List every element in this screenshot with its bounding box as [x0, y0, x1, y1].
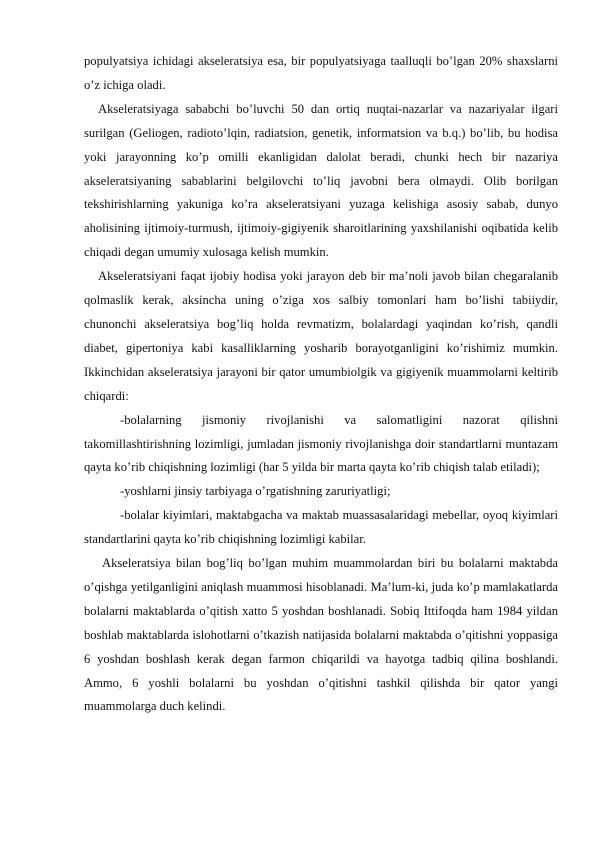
list-item-clothing-standards: -bolalar kiyimlari, maktabgacha va maktab muassasalaridagi mebellar, oyoq kiyimlari standartlarini qayta ko’rib chiqishning lozimligi kabilar.	[84, 508, 558, 547]
list-item-sex-education: -yoshlarni jinsiy tarbiyaga o’rgatishning zaruriyatligi;	[120, 484, 391, 499]
list-item-physical-development: -bolalarning jismoniy rivojlanishi va salomatligini nazorat qilishni takomillashtirishning lozimligi, jumladan jismoniy rivojlanishga doir standartlarni muntazam qayta ko’rib chiqishning lozimligi (har 5 yilda bir marta qayta ko’rib chiqish talab etiladi);	[84, 412, 558, 475]
document-page	[84, 50, 558, 719]
paragraph-school-readiness: Akseleratsiya bilan bog’liq bo’lgan muhim muammolardan biri bu bolalarni maktabda o’qishga yetilganligini aniqlash muammosi hisoblanadi. Ma’lum-ki, juda ko’p mamlakatlarda bolalarni maktablarda o’qitish xatto 5 yoshdan boshlanadi. Sobiq Ittifoqda ham 1984 yildan boshlab maktablarda islohotlarni o’tkazish natijasida bolalarni maktabda o’qitishni yoppasiga 6 yoshdan boshlash kerak degan farmon chiqarildi va hayotga tadbiq qilina boshlandi. Ammo, 6 yoshli bolalarni bu yoshdan o’qitishni tashkil qilishda bir qator yangi muammolarga duch kelindi.	[84, 556, 558, 714]
paragraph-continuation: populyatsiya ichidagi akseleratsiya esa, bir populyatsiyaga taalluqli bo’lgan 20% shaxslarni o’z ichiga oladi.	[84, 54, 558, 92]
paragraph-acceleration-theories: Akseleratsiyaga sababchi bo’luvchi 50 dan ortiq nuqtai-nazarlar va nazariyalar ilgari surilgan (Geliogen, radioto’lqin, radiatsion, genetik, informatsion va b.q.) bo’lib, bu hodisa yoki jarayonning ko’p omilli ekanligidan dalolat beradi, chunki hech bir nazariya akseleratsiyaning sabablarini belgilovchi to’liq javobni bera olmaydi. Olib borilgan tekshirishlarning yakuniga ko’ra akseleratsiyani yuzaga kelishiga asosiy sabab, dunyo aholisining ijtimoiy-turmush, ijtimoiy-gigiyenik sharoitlarining yaxshilanishi oqibatida kelib chiqadi degan umumiy xulosaga kelish mumkin.	[84, 101, 558, 260]
paragraph-acceleration-negative-sides: Akseleratsiyani faqat ijobiy hodisa yoki jarayon deb bir ma’noli javob bilan chegaralanib qolmaslik kerak, aksincha uning o’ziga xos salbiy tomonlari ham bo’lishi tabiiydir, chunonchi akseleratsiya bog’liq holda revmatizm, bolalardagi yaqindan ko’rish, qandli diabet, gipertoniya kabi kasalliklarning yosharib borayotganligini ko’rishimiz mumkin. Ikkinchidan akseleratsiya jarayoni bir qator umumbiolgik va gigiyenik muammolarni keltirib chiqardi:	[84, 269, 558, 403]
